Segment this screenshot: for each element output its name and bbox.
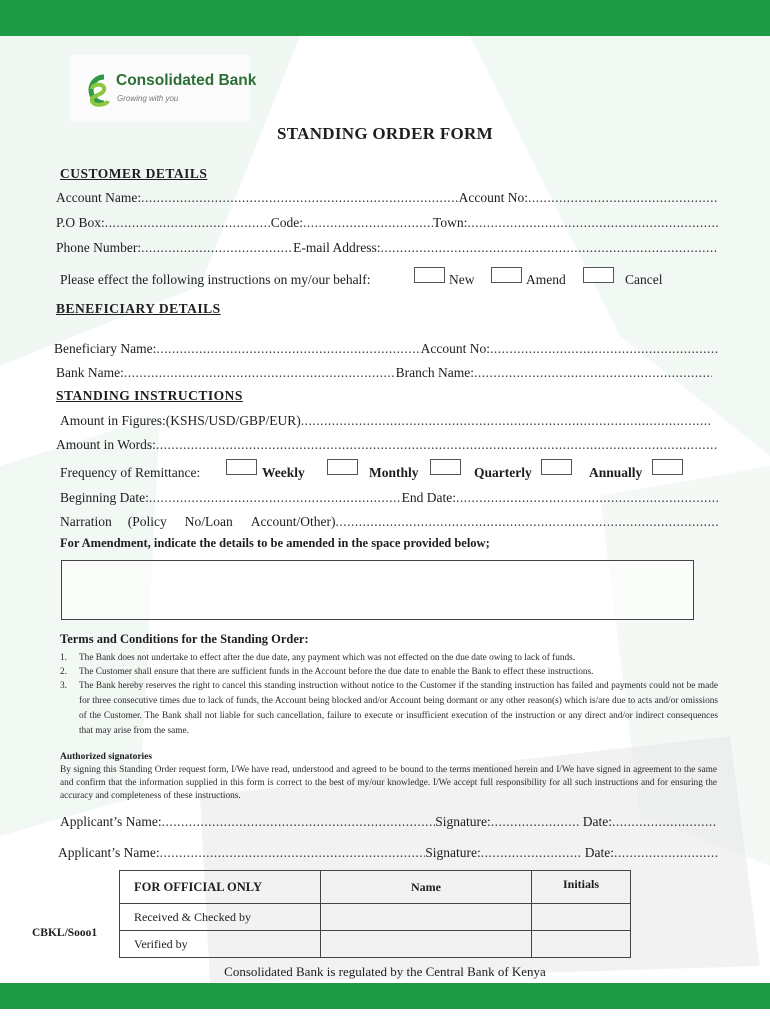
terms-item-text: The Customer shall ensure that there are sufficient funds in the Account before the due date to enable the Bank to effect these instructions. — [79, 666, 594, 677]
annually-checkbox[interactable] — [541, 459, 572, 475]
narration-field[interactable] — [335, 514, 718, 530]
beneficiary-name-label: Beneficiary Name: — [54, 341, 157, 356]
regulation-note: Consolidated Bank is regulated by the Central Bank of Kenya — [224, 964, 546, 979]
code-label: Code: — [270, 215, 304, 230]
date-label: Date: — [584, 845, 614, 860]
signature-label: Signature: — [425, 845, 481, 860]
po-box-label: P.O Box: — [56, 215, 105, 230]
end-date-field[interactable] — [456, 490, 718, 506]
name-column-header: Name — [321, 871, 532, 904]
amount-words-label: Amount in Words: — [56, 437, 156, 452]
standing-instructions-heading: STANDING INSTRUCTIONS — [56, 388, 243, 403]
end-date-label: End Date: — [401, 490, 456, 505]
customer-details-heading: CUSTOMER DETAILS — [60, 166, 208, 181]
terms-item — [60, 666, 718, 680]
applicant-name-label: Applicant’s Name: — [58, 845, 160, 860]
applicant-name-field[interactable] — [162, 814, 436, 830]
amount-words-row — [56, 437, 718, 453]
town-field[interactable] — [467, 215, 718, 231]
authorized-signatories-text: By signing this Standing Order request form, I/We have read, understood and agreed to be bound to the terms mentioned herein and I/We have signed in agreement to the same and confirm that the information supplied in this form is correct to the best of my/our knowledge. I/We accept full responsibility for all such instructions and for ensuring the accuracy and completeness of these instructions. — [60, 765, 717, 801]
logo-mark-icon — [80, 71, 114, 109]
narration-row — [60, 514, 718, 530]
applicant-name-label: Applicant’s Name: — [60, 814, 162, 829]
new-checkbox[interactable] — [414, 267, 445, 283]
authorized-signatories-title: Authorized signatories — [60, 752, 153, 762]
phone-label: Phone Number: — [56, 240, 142, 255]
narration-word-policy: (Policy — [127, 514, 167, 529]
top-green-bar — [0, 0, 770, 36]
dates-row — [60, 490, 718, 506]
beneficiary-account-no-label: Account No: — [420, 341, 490, 356]
amendment-textarea[interactable] — [61, 560, 694, 620]
initials-column-header: Initials — [532, 871, 631, 904]
account-name-label: Account Name: — [56, 190, 142, 205]
cancel-option-label: Cancel — [625, 272, 663, 287]
amend-checkbox[interactable] — [491, 267, 522, 283]
verified-name-cell[interactable] — [321, 931, 532, 958]
received-initials-cell[interactable] — [532, 904, 631, 931]
bottom-green-bar — [0, 983, 770, 1009]
terms-item-number: 1. — [60, 653, 67, 663]
account-row — [56, 190, 718, 206]
signature-label: Signature: — [435, 814, 491, 829]
received-checked-label: Received & Checked by — [120, 904, 321, 931]
terms-title: Terms and Conditions for the Standing Order: — [60, 632, 309, 646]
cancel-checkbox[interactable] — [583, 267, 614, 283]
amount-figures-row — [60, 413, 710, 429]
terms-item-number: 2. — [60, 666, 67, 677]
bank-row — [56, 365, 712, 381]
beneficiary-account-no-field[interactable] — [490, 341, 718, 357]
address-row — [56, 215, 718, 231]
date-field[interactable] — [614, 845, 718, 861]
beneficiary-name-field[interactable] — [156, 341, 420, 357]
logo-name: Consolidated Bank — [116, 72, 257, 89]
quarterly-option-label: Quarterly — [474, 465, 532, 480]
received-name-cell[interactable] — [321, 904, 532, 931]
narration-word-account: Account/Other) — [250, 514, 336, 529]
terms-list — [60, 652, 718, 739]
terms-item-text: The Bank hereby reserves the right to cancel this standing instruction without notice to the Customer if the standing instruction has failed and payments could not be made for three consecutive times due to lack of funds, the Account being blocked and/or Account being dormant or any other reason(s) which is/are due to acts and/or omissions of the Customer. The Bank shall not liable for such cancellation, failure to execute or insufficient execution of the instruction or any direct and/or indirect consequences that may arise from the same. — [79, 681, 718, 736]
signature-field[interactable] — [491, 814, 579, 830]
beneficiary-details-heading: BENEFICIARY DETAILS — [56, 301, 221, 316]
amount-figures-label: Amount in Figures:(KSHS/USD/GBP/EUR) — [60, 413, 301, 428]
terms-item — [60, 679, 718, 739]
account-no-label: Account No: — [458, 190, 528, 205]
beginning-date-label: Beginning Date: — [60, 490, 149, 505]
official-heading: FOR OFFICIAL ONLY — [120, 871, 321, 904]
bank-name-label: Bank Name: — [56, 365, 124, 380]
bank-name-field[interactable] — [124, 365, 396, 381]
form-title: STANDING ORDER FORM — [276, 124, 493, 143]
applicant-row-2 — [58, 845, 718, 861]
annually-extra-box[interactable] — [652, 459, 683, 475]
signature-field[interactable] — [481, 845, 581, 861]
amend-option-label: Amend — [526, 272, 566, 287]
terms-item-text: The Bank does not undertake to effect after the due date, any payment which was not effected on the due date owing to lack of funds. — [79, 653, 576, 663]
date-field[interactable] — [612, 814, 716, 830]
frequency-label: Frequency of Remittance: — [60, 465, 201, 480]
quarterly-checkbox[interactable] — [430, 459, 461, 475]
applicant-row-1 — [60, 814, 716, 830]
email-field[interactable] — [381, 240, 719, 256]
terms-item — [60, 652, 718, 666]
monthly-checkbox[interactable] — [327, 459, 358, 475]
account-name-field[interactable] — [141, 190, 459, 206]
terms-item-number: 3. — [60, 681, 67, 691]
narration-word-loan: No/Loan — [184, 514, 233, 529]
amendment-note: For Amendment, indicate the details to be amended in the space provided below; — [60, 536, 490, 550]
branch-name-field[interactable] — [474, 365, 712, 381]
po-box-field[interactable] — [105, 215, 271, 231]
form-reference-code: CBKL/Sooo1 — [32, 927, 98, 939]
branch-name-label: Branch Name: — [395, 365, 474, 380]
new-option-label: New — [449, 272, 475, 287]
verified-initials-cell[interactable] — [532, 931, 631, 958]
code-field[interactable] — [303, 215, 433, 231]
narration-label: Narration — [60, 514, 112, 529]
beginning-date-field[interactable] — [149, 490, 402, 506]
email-label: E-mail Address: — [293, 240, 381, 255]
phone-field[interactable] — [141, 240, 293, 256]
monthly-option-label: Monthly — [369, 465, 419, 480]
official-use-table — [119, 870, 631, 958]
contact-row — [56, 240, 718, 256]
logo-tagline: Growing with you — [117, 94, 179, 103]
amount-words-field[interactable] — [156, 437, 718, 453]
verified-label: Verified by — [120, 931, 321, 958]
applicant-name-field[interactable] — [160, 845, 426, 861]
beneficiary-row — [54, 341, 718, 357]
weekly-option-label: Weekly — [262, 465, 305, 480]
town-label: Town: — [433, 215, 468, 230]
instruction-prompt: Please effect the following instructions on my/our behalf: — [60, 272, 371, 287]
amount-figures-field[interactable] — [301, 413, 710, 429]
date-label: Date: — [582, 814, 612, 829]
annually-option-label: Annually — [589, 465, 643, 480]
account-no-field[interactable] — [528, 190, 718, 206]
weekly-checkbox[interactable] — [226, 459, 257, 475]
